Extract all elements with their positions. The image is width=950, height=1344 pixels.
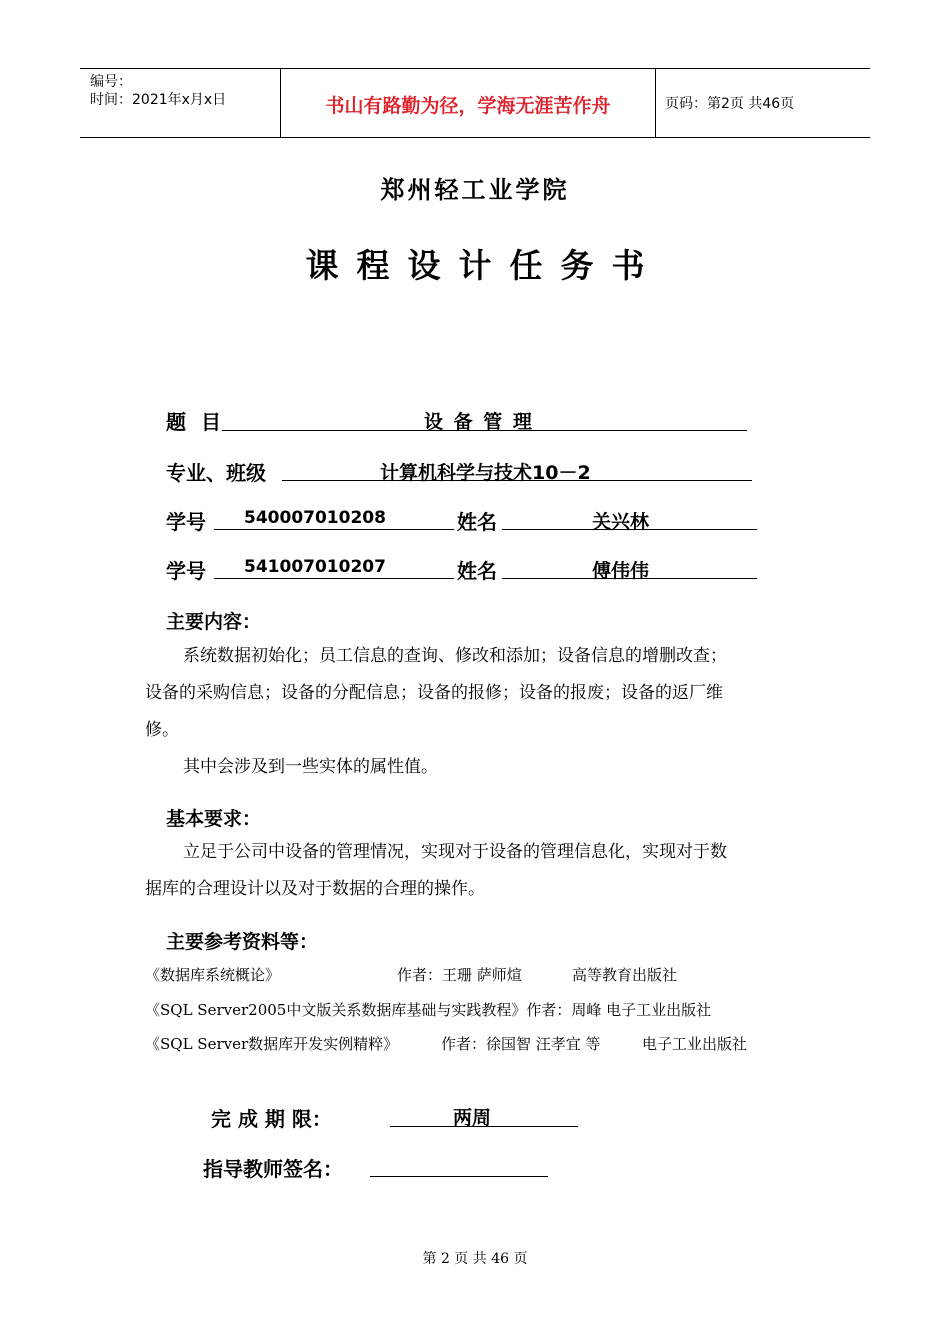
student1-name-label: 姓名: [457, 510, 497, 534]
reference-3-publisher: 电子工业出版社: [642, 1035, 748, 1053]
requirements-heading: 基本要求：: [166, 808, 262, 830]
reference-2: 《SQL Server2005中文版关系数据库基础与实践教程》作者：周峰 电子工业出版社: [145, 1001, 712, 1019]
student2-name: 傅伟伟: [592, 560, 650, 582]
topic-label: 题 目: [166, 410, 225, 434]
student2-id-underline: [214, 578, 454, 579]
page-info: 页码：第2页 共46页: [665, 96, 795, 112]
reference-3-author: 作者：徐国智 汪孝宜 等: [441, 1035, 601, 1053]
student1-name: 关兴林: [592, 511, 650, 533]
reference-3-title: 《SQL Server数据库开发实例精粹》: [145, 1035, 399, 1053]
header-page-cell: [655, 69, 870, 137]
student2-id-label: 学号: [166, 559, 206, 583]
document-title: 课程设计任务书: [305, 246, 663, 285]
page-header: [80, 68, 870, 138]
reference-1-publisher: 高等教育出版社: [572, 966, 678, 984]
major-value: 计算机科学与技术10－2: [380, 462, 591, 484]
header-meta: [80, 69, 280, 137]
main-content-line1: 系统数据初始化；员工信息的查询、修改和添加；设备信息的增删改查；: [183, 646, 727, 666]
student2-name-label: 姓名: [457, 559, 497, 583]
main-content-heading: 主要内容：: [166, 611, 262, 633]
main-content-line3: 修。: [145, 720, 179, 740]
reference-1-author: 作者：王珊 萨师煊: [397, 966, 522, 984]
requirements-line2: 据库的合理设计以及对于数据的合理的操作。: [145, 879, 485, 899]
references-heading: 主要参考资料等：: [166, 931, 319, 953]
main-content-line2: 设备的采购信息；设备的分配信息；设备的报修；设备的报废；设备的返厂维: [145, 683, 723, 703]
student2-id: 541007010207: [244, 557, 386, 577]
topic-value: 设 备 管 理: [424, 411, 534, 433]
number-label: 编号：: [90, 74, 132, 90]
signature-line: [370, 1176, 548, 1177]
main-content-line4: 其中会涉及到一些实体的属性值。: [183, 757, 438, 777]
signature-label: 指导教师签名：: [203, 1157, 343, 1181]
student1-id-underline: [214, 529, 454, 530]
reference-1-title: 《数据库系统概论》: [145, 966, 281, 984]
major-label: 专业、班级: [166, 461, 266, 485]
deadline-label: 完 成 期 限：: [211, 1107, 332, 1131]
school-name: 郑州轻工业学院: [380, 175, 570, 204]
time-label: 时间：2021年x月x日: [90, 92, 227, 108]
header-motto-cell: [280, 69, 656, 137]
student1-id-label: 学号: [166, 510, 206, 534]
student1-id: 540007010208: [244, 508, 386, 528]
page-footer: 第 2 页 共 46 页: [422, 1251, 528, 1267]
deadline-value: 两周: [453, 1107, 492, 1129]
requirements-line1: 立足于公司中设备的管理情况，实现对于设备的管理信息化，实现对于数: [183, 842, 727, 862]
motto: 书山有路勤为径，学海无涯苦作舟: [325, 95, 611, 117]
